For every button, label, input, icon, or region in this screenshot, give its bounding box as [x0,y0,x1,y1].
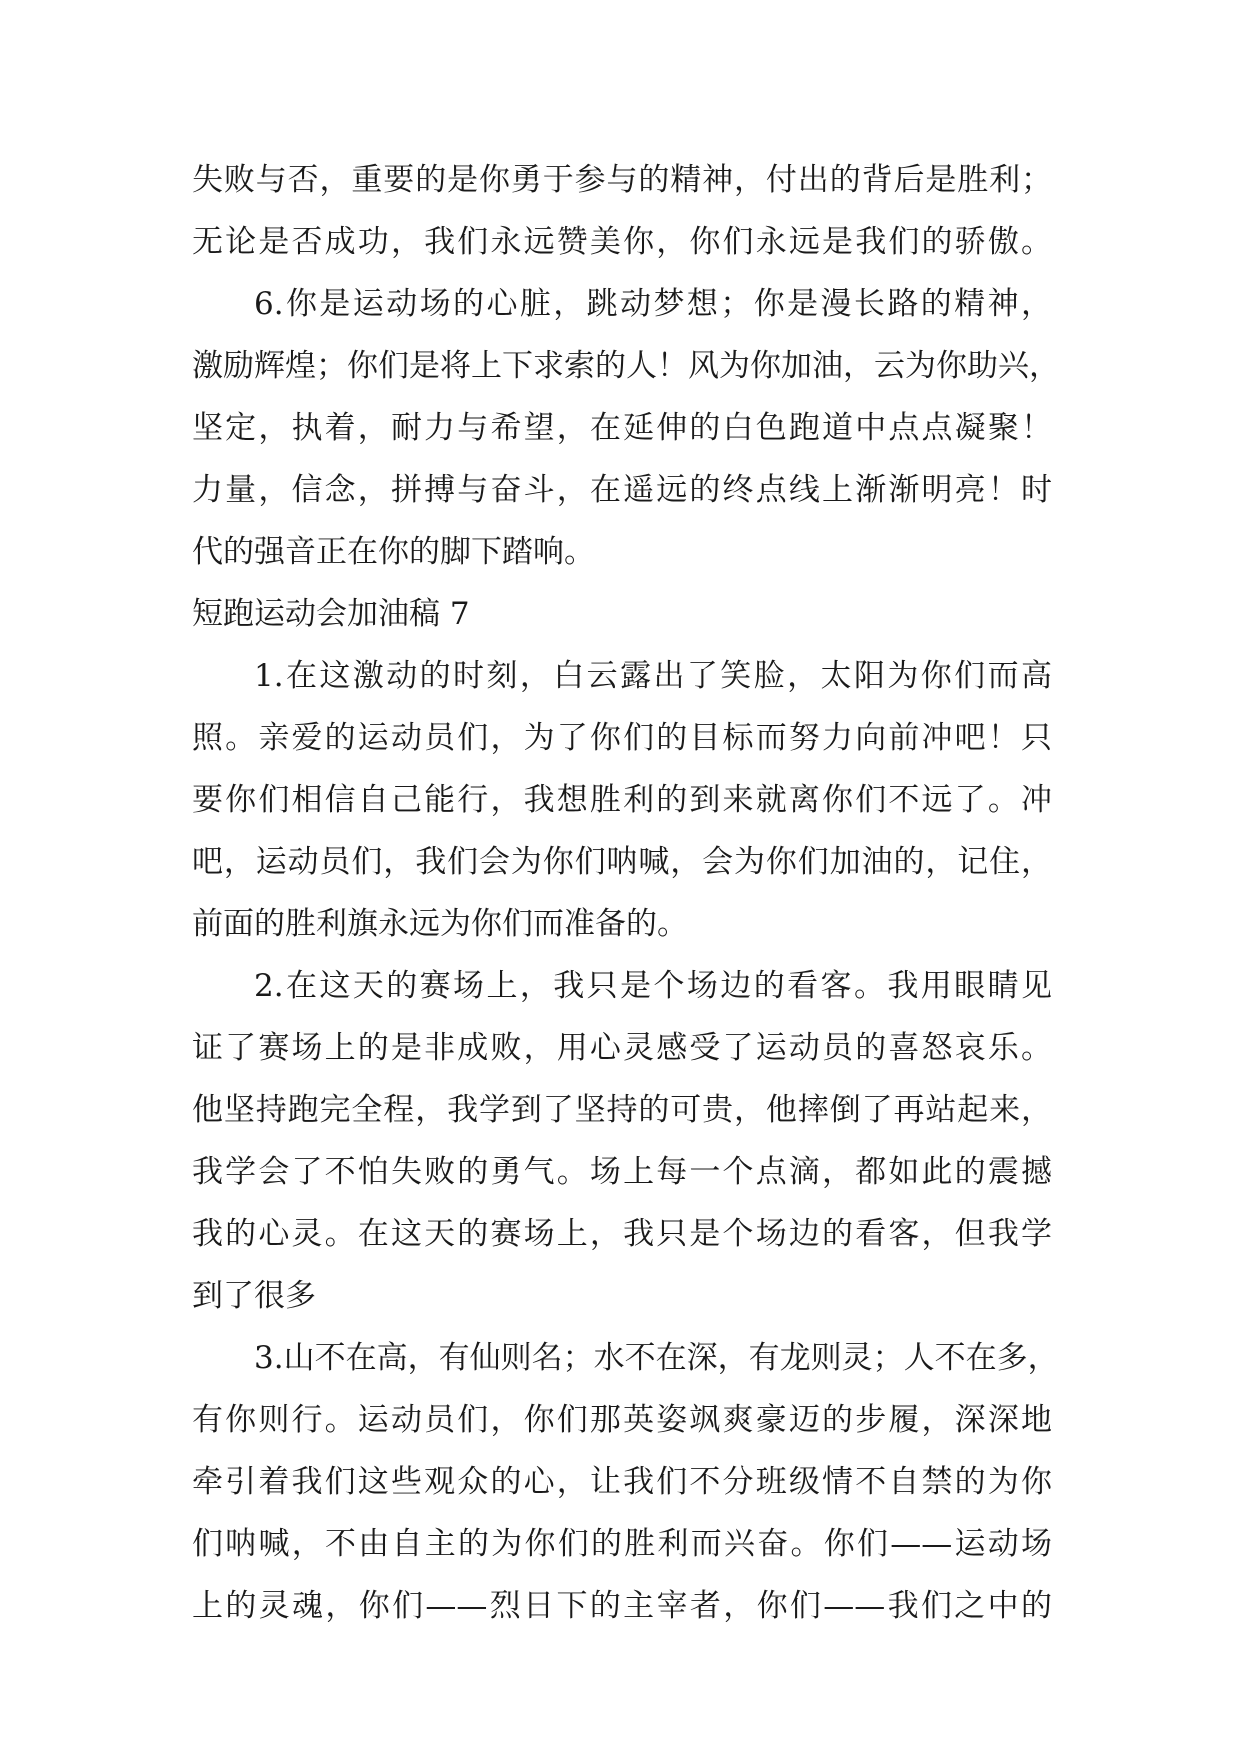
text-line: 失败与否，重要的是你勇于参与的精神，付出的背后是胜利； [192,162,1052,198]
text-line: 力量，信念，拼搏与奋斗，在遥远的终点线上渐渐明亮！时 [192,472,1052,508]
text-line: 照。亲爱的运动员们，为了你们的目标而努力向前冲吧！只 [192,720,1052,756]
text-line: 代的强音正在你的脚下踏响。 [192,534,595,570]
text-line: 上的灵魂，你们——烈日下的主宰者，你们——我们之中的 [192,1588,1052,1624]
text-line: 2.在这天的赛场上，我只是个场边的看客。我用眼睛见 [254,968,1052,1004]
section-heading: 短跑运动会加油稿 7 [192,596,470,632]
text-line: 6.你是运动场的心脏，跳动梦想；你是漫长路的精神， [254,286,1052,322]
text-line: 要你们相信自己能行，我想胜利的到来就离你们不远了。冲 [192,782,1052,818]
text-line: 坚定，执着，耐力与希望，在延伸的白色跑道中点点凝聚！ [192,410,1052,446]
text-line: 到了很多 [192,1278,316,1314]
text-line: 1.在这激动的时刻，白云露出了笑脸，太阳为你们而高 [254,658,1052,694]
text-line: 我学会了不怕失败的勇气。场上每一个点滴，都如此的震撼 [192,1154,1052,1190]
text-line: 无论是否成功，我们永远赞美你，你们永远是我们的骄傲。 [192,224,1052,260]
text-line: 有你则行。运动员们，你们那英姿飒爽豪迈的步履，深深地 [192,1402,1052,1438]
text-line: 们呐喊，不由自主的为你们的胜利而兴奋。你们——运动场 [192,1526,1052,1562]
text-line: 牵引着我们这些观众的心，让我们不分班级情不自禁的为你 [192,1464,1052,1500]
text-line: 3.山不在高，有仙则名；水不在深，有龙则灵；人不在多， [254,1340,1059,1376]
text-line: 证了赛场上的是非成败，用心灵感受了运动员的喜怒哀乐。 [192,1030,1052,1066]
text-line: 他坚持跑完全程，我学到了坚持的可贵，他摔倒了再站起来， [192,1092,1052,1128]
text-line: 吧，运动员们，我们会为你们呐喊，会为你们加油的，记住， [192,844,1052,880]
text-line: 激励辉煌；你们是将上下求索的人！风为你加油，云为你助兴， [192,348,1060,384]
text-line: 前面的胜利旗永远为你们而准备的。 [192,906,688,942]
text-line: 我的心灵。在这天的赛场上，我只是个场边的看客，但我学 [192,1216,1052,1252]
